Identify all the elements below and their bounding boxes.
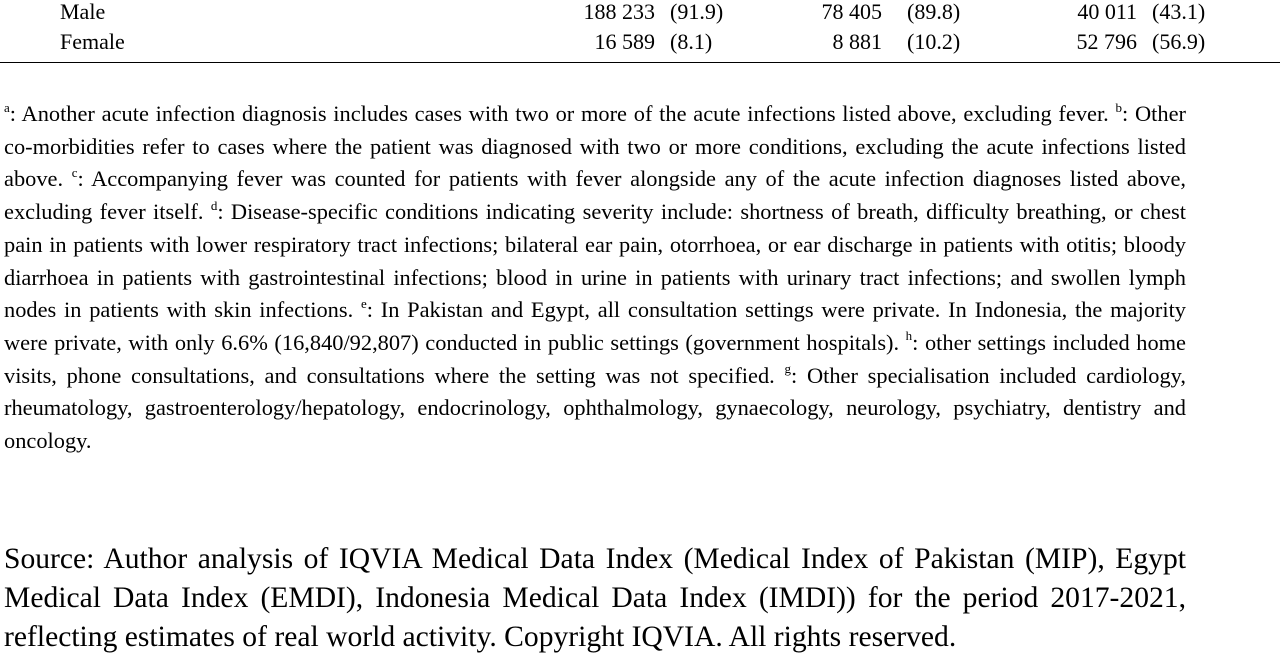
footnote-text: : In Pakistan and Egypt, all consultation settings were private. In Indonesia, the majority were private, with only 6.6% (16,840/92,807) conducted in public settings (government hospitals). [4,297,1186,355]
col2-count: 78 405 [821,0,882,24]
col2-count: 8 881 [832,29,882,54]
col3-percent: (43.1) [1152,0,1206,24]
row-label: Male [60,0,106,24]
table-footnotes [4,98,1186,458]
footnote-text: : Other co-morbidities refer to cases where the patient was diagnosed with two or more conditions, excluding the acute infections listed above. [4,101,1186,192]
footnote-text: : Disease-specific conditions indicating severity include: shortness of breath, difficulty breathing, or chest pain in patients with lower respiratory tract infections; bilateral ear pain, otorrhoea, or ear discharge in patients with otitis; bloody diarrhoea in patients with gastrointestinal infections; blood in urine in patients with urinary tract infections; and swollen lymph nodes in patients with skin infections. [4,199,1186,323]
source-note: Source: Author analysis of IQVIA Medical Data Index (Medical Index of Pakistan (MIP), Egypt Medical Data Index (EMDI), Indonesia Medical Data Index (IMDI)) for the period 2017-2021, reflecting estimates of real world activity. Copyright IQVIA. All rights reserved. [4,543,1186,653]
footnote-marker: h [905,328,913,344]
footnote-marker: a [4,99,10,115]
col1-count: 16 589 [594,29,655,54]
footnote-text: : other settings included home visits, phone consultations, and consultations where the setting was not specified. [4,329,1186,388]
footnote-marker: b [1115,99,1123,115]
table-row-male [0,0,1280,29]
data-table [0,0,1280,64]
col1-percent: (8.1) [670,29,713,54]
col2-percent: (10.2) [907,29,961,54]
footnote-marker: d [210,197,218,213]
footnote-text: : Other specialisation included cardiology, rheumatology, gastroenterology/hepatology, endocrinology, ophthalmology, gynaecology, neurology, psychiatry, dentistry and oncology. [4,362,1186,454]
table-bottom-rule [0,62,1280,63]
footnote-marker: c [71,164,78,180]
col1-count: 188 233 [583,0,655,24]
col1-percent: (91.9) [670,0,724,24]
col3-percent: (56.9) [1152,29,1206,54]
col3-count: 52 796 [1076,29,1137,54]
col2-percent: (89.8) [907,0,961,24]
col3-count: 40 011 [1077,0,1137,24]
footnote-text: : Accompanying fever was counted for patients with fever alongside any of the acute infection diagnoses listed above, excluding fever itself. [4,166,1186,225]
footnote-marker: g [784,361,791,377]
footnote-marker: e [360,295,367,311]
row-label: Female [60,29,125,54]
table-row-female [0,29,1280,59]
footnote-text: : Another acute infection diagnosis includes cases with two or more of the acute infections listed above, excluding fever. [9,101,1116,126]
